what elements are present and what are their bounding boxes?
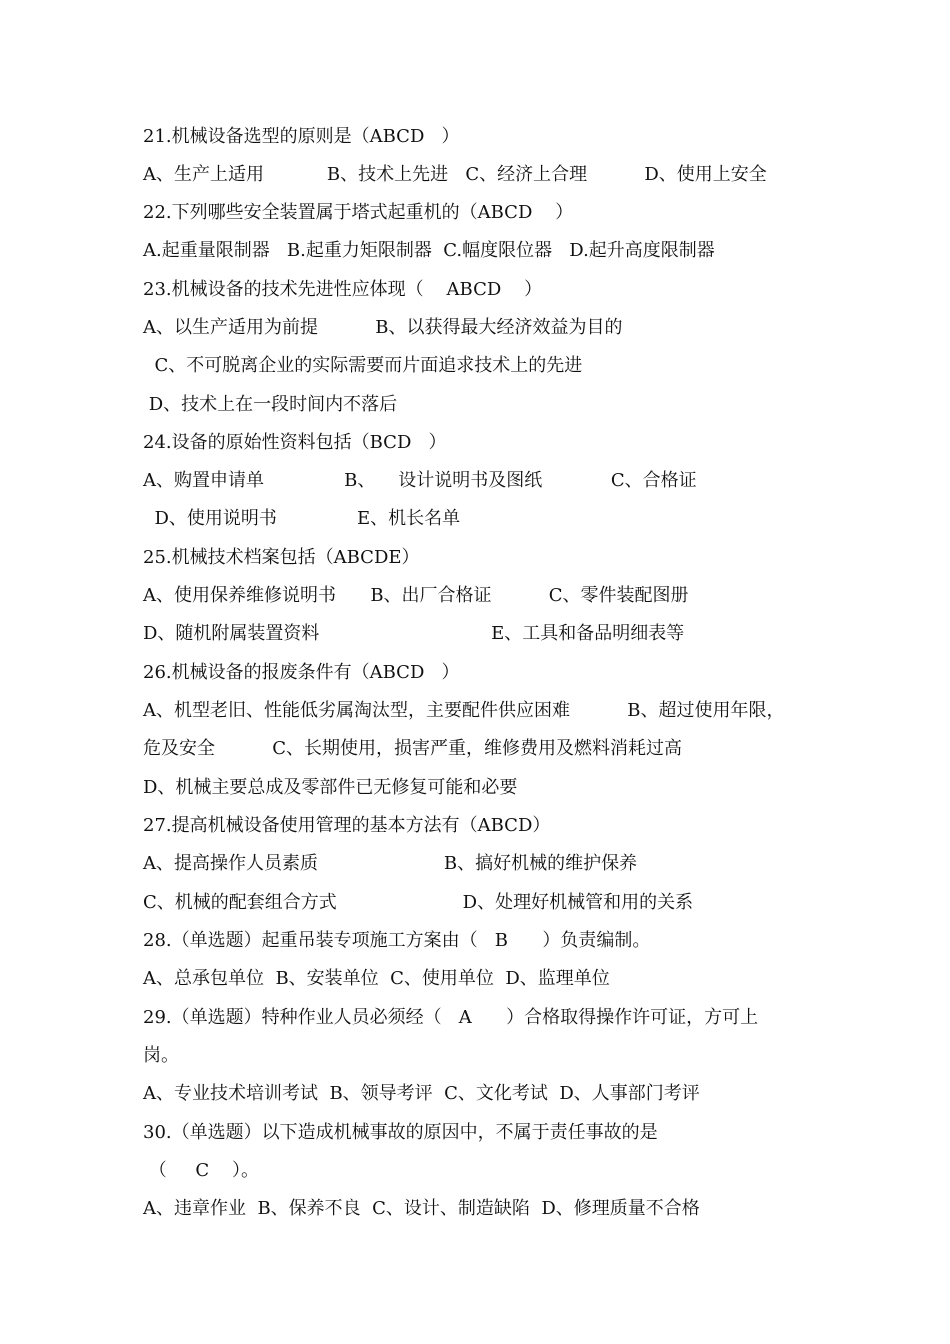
question-25-options-de: D、随机附属装置资料 E、工具和备品明细表等 xyxy=(143,623,685,644)
question-24-options-abc: A、购置申请单 B、 设计说明书及图纸 C、合格证 xyxy=(143,470,697,491)
question-25-options-abc: A、使用保养维修说明书 B、出厂合格证 C、零件装配图册 xyxy=(143,585,689,606)
question-28-options: A、总承包单位 B、安装单位 C、使用单位 D、监理单位 xyxy=(143,968,610,989)
question-29-title-cont: 岗。 xyxy=(143,1045,179,1066)
question-30-options: A、违章作业 B、保养不良 C、设计、制造缺陷 D、修理质量不合格 xyxy=(143,1198,700,1219)
question-30-answer: （ C ）。 xyxy=(143,1160,259,1181)
question-28-title: 28.（单选题）起重吊装专项施工方案由（ B ）负责编制。 xyxy=(143,930,651,951)
question-27-options-ab: A、提高操作人员素质 B、搞好机械的维护保养 xyxy=(143,853,638,874)
question-26-options-ab: A、机型老旧、性能低劣属淘汰型，主要配件供应困难 B、超过使用年限， xyxy=(143,700,785,721)
question-21-title: 21.机械设备选型的原则是（ABCD ） xyxy=(143,126,460,147)
question-23-options-ab: A、以生产适用为前提 B、以获得最大经济效益为目的 xyxy=(143,317,623,338)
question-26-option-d: D、机械主要总成及零部件已无修复可能和必要 xyxy=(143,777,518,798)
question-29-title: 29.（单选题）特种作业人员必须经（ A ）合格取得操作许可证，方可上 xyxy=(143,1007,759,1028)
question-23-option-d: D、技术上在一段时间内不落后 xyxy=(143,394,398,415)
question-24-options-de: D、使用说明书 E、机长名单 xyxy=(143,508,461,529)
question-26-title: 26.机械设备的报废条件有（ABCD ） xyxy=(143,662,460,683)
question-24-title: 24.设备的原始性资料包括（BCD ） xyxy=(143,432,447,453)
question-22-options: A.起重量限制器 B.起重力矩限制器 C.幅度限位器 D.起升高度限制器 xyxy=(143,240,715,261)
question-23-option-c: C、不可脱离企业的实际需要而片面追求技术上的先进 xyxy=(143,355,583,376)
question-26-options-bc-cont: 危及安全 C、长期使用，损害严重，维修费用及燃料消耗过高 xyxy=(143,738,682,759)
question-27-options-cd: C、机械的配套组合方式 D、处理好机械管和用的关系 xyxy=(143,892,694,913)
question-23-title: 23.机械设备的技术先进性应体现（ ABCD ） xyxy=(143,279,543,300)
question-21-options: A、生产上适用 B、技术上先进 C、经济上合理 D、使用上安全 xyxy=(143,164,767,185)
question-29-options: A、专业技术培训考试 B、领导考评 C、文化考试 D、人事部门考评 xyxy=(143,1083,700,1104)
question-22-title: 22.下列哪些安全装置属于塔式起重机的（ABCD ） xyxy=(143,202,574,223)
question-27-title: 27.提高机械设备使用管理的基本方法有（ABCD） xyxy=(143,815,551,836)
question-30-title: 30.（单选题）以下造成机械事故的原因中，不属于责任事故的是 xyxy=(143,1122,658,1143)
question-25-title: 25.机械技术档案包括（ABCDE） xyxy=(143,547,420,568)
